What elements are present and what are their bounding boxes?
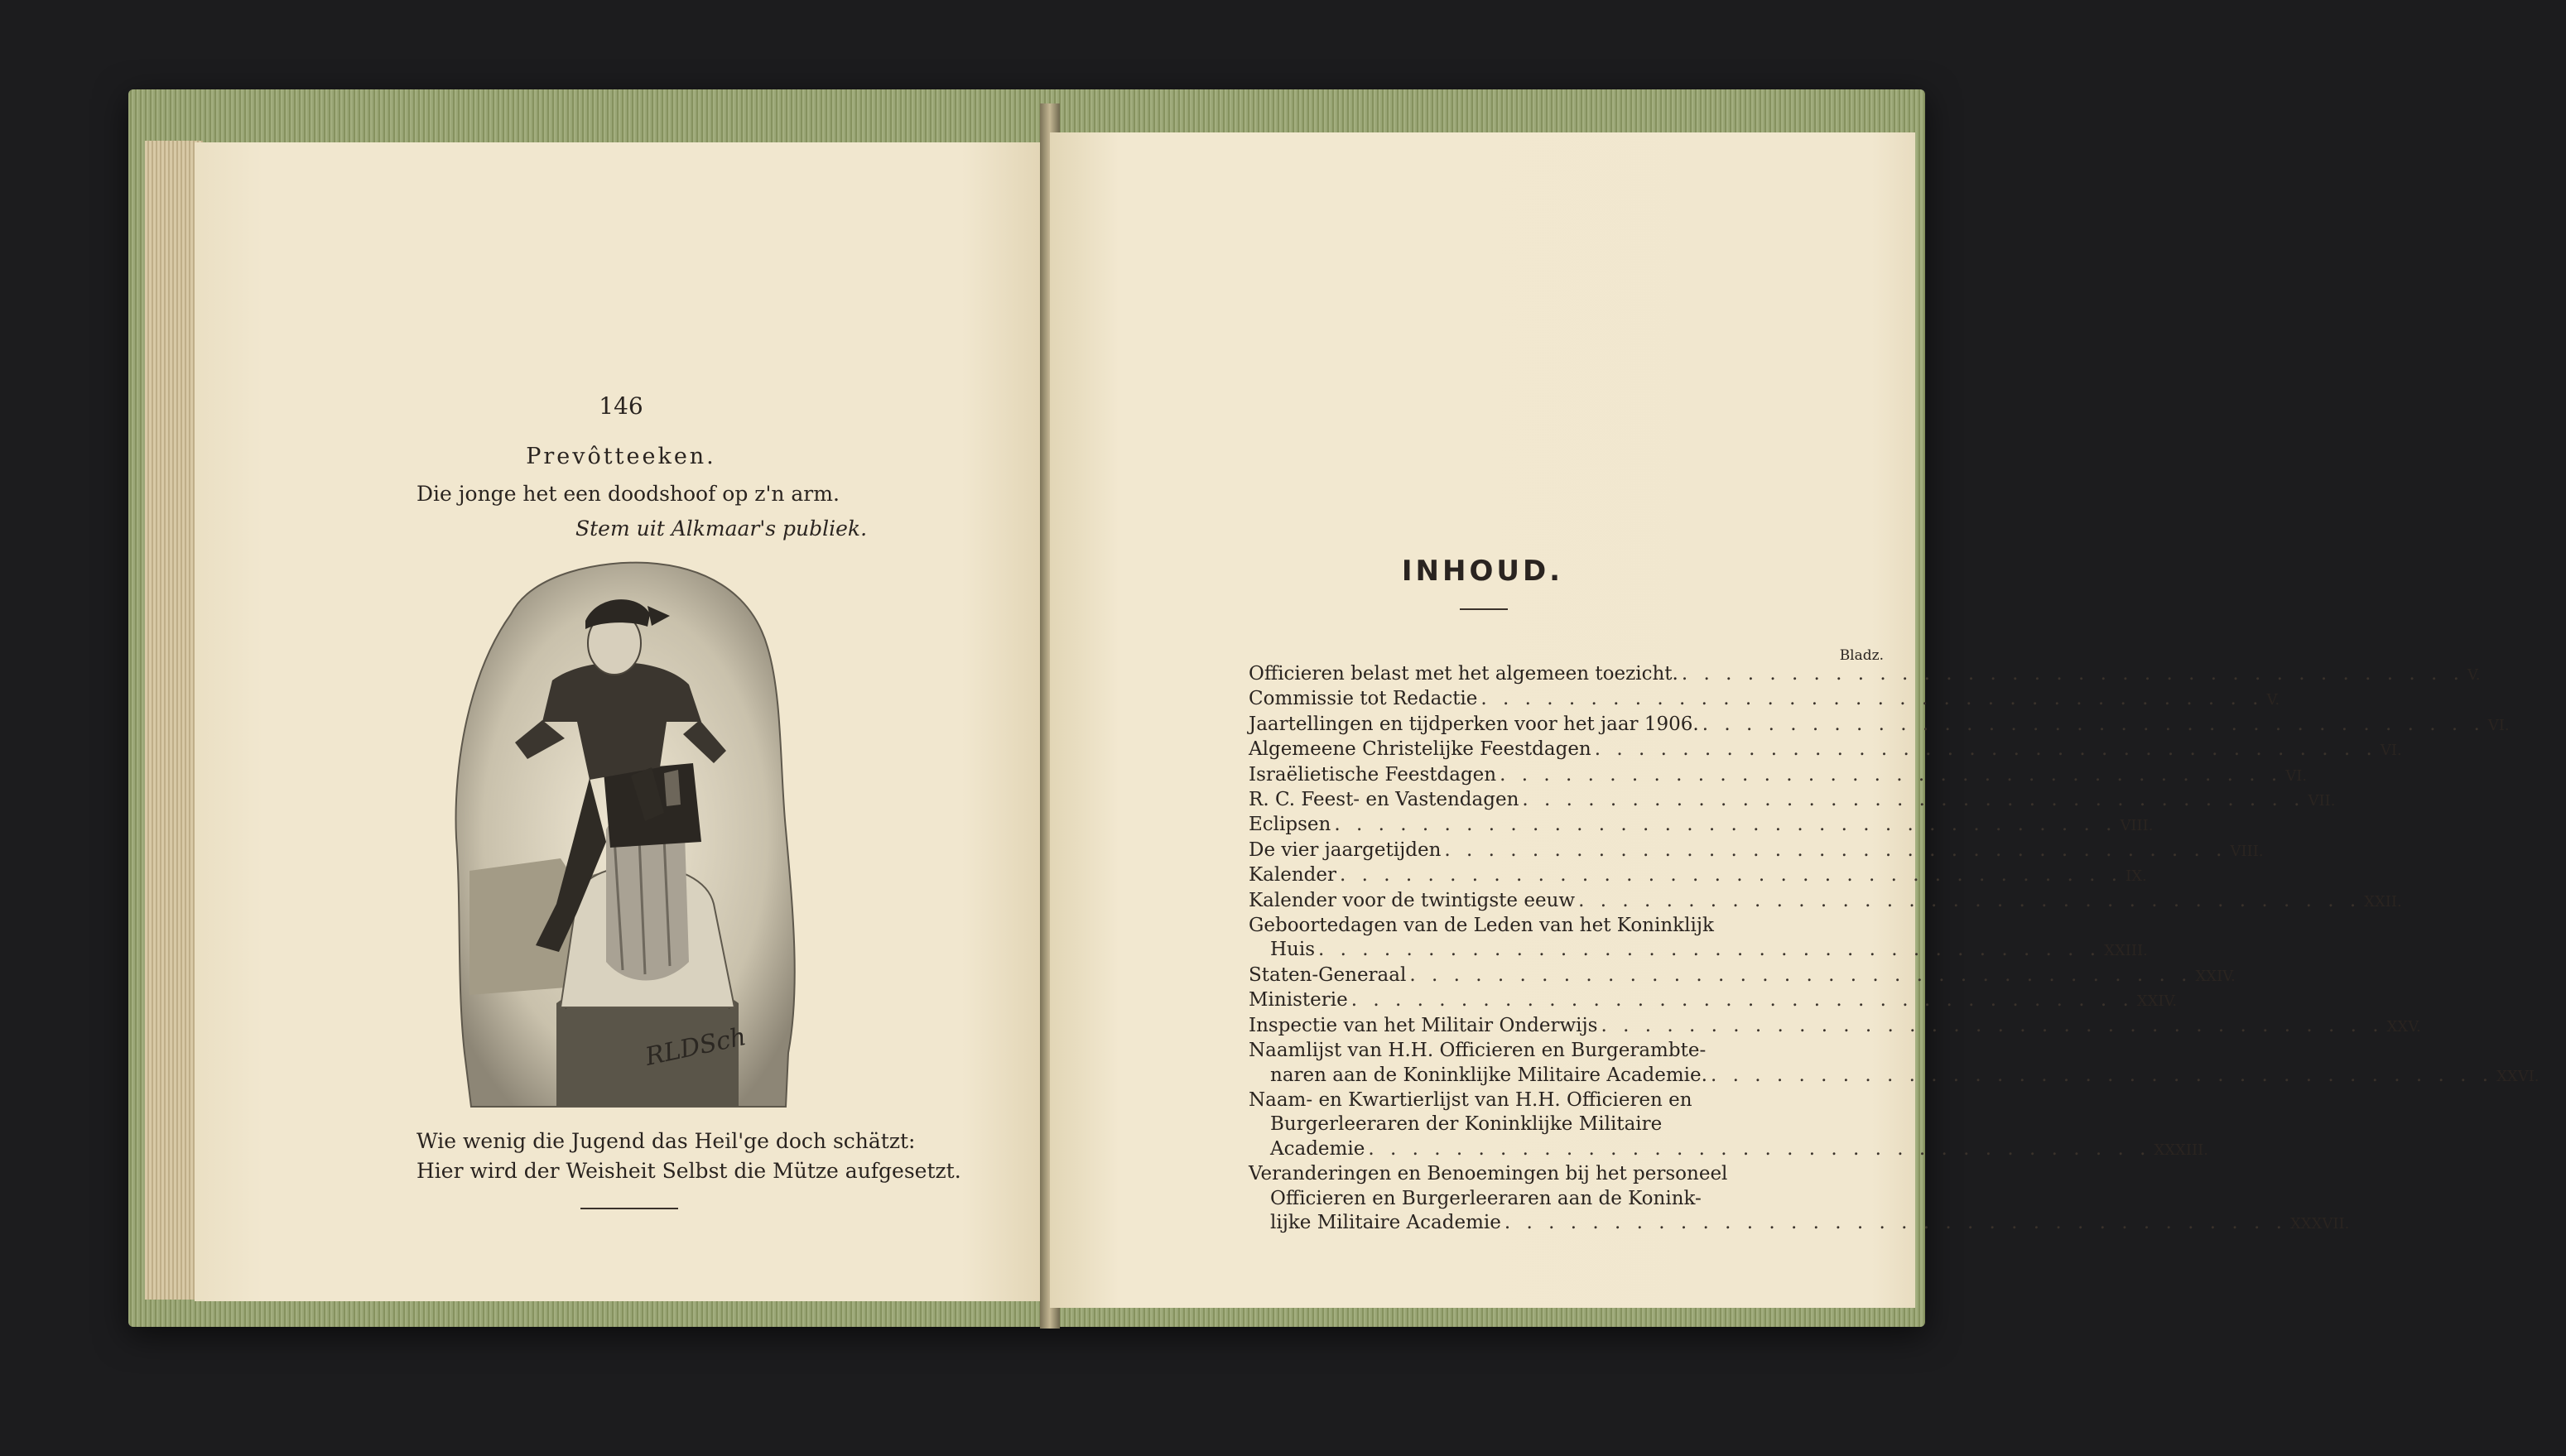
toc-entry-title: Officieren en Burgerleeraren aan de Konink-: [1270, 1187, 1702, 1209]
toc-leader-dots: . . . . . . . . . . . . . . . . . . . . . . . . . . . . . . . . . . . .: [1318, 939, 2101, 961]
page-column-header: Bladz.: [1839, 647, 1884, 664]
toc-leader-dots: . . . . . . . . . . . . . . . . . . . . . . . . . . . . . . . . . . . .: [1601, 1014, 2384, 1036]
title-rule: [1460, 608, 1508, 610]
toc-entry-title: Veranderingen en Benoemingen bij het personeel: [1249, 1163, 1728, 1185]
toc-entry: [1249, 738, 2402, 762]
toc-entry: [1249, 1211, 2350, 1236]
toc-page-number: XXIII.: [2104, 942, 2148, 960]
toc-entry: [1249, 863, 2147, 888]
toc-leader-dots: . . . . . . . . . . . . . . . . . . . . . . . . . . . . . . . . . . . .: [1594, 738, 2377, 761]
toc-leader-dots: . . . . . . . . . . . . . . . . . . . . . . . . . . . . . . . . . . . .: [1702, 713, 2485, 735]
toc-entry-title: Geboortedagen van de Leden van het Koninklijk: [1249, 915, 1714, 937]
toc-leader-dots: . . . . . . . . . . . . . . . . . . . . . . . . . . . . . . . . . . . .: [1409, 963, 2193, 986]
toc-leader-dots: . . . . . . . . . . . . . . . . . . . . . . . . . . . . . . . . . . . .: [1504, 1211, 2287, 1233]
toc-entry: [1249, 1112, 1878, 1136]
closing-rule: [580, 1208, 678, 1209]
toc-entry: [1249, 839, 2264, 863]
toc-entry: [1249, 687, 2280, 712]
toc-entry: [1249, 1039, 1878, 1063]
toc-page-number: V.: [2467, 666, 2481, 684]
left-page: [195, 142, 1047, 1301]
toc-entry-title: De vier jaargetijden: [1249, 839, 1442, 861]
toc-page-number: XXIV.: [2136, 992, 2178, 1011]
toc-entry-title: Burgerleeraren der Koninklijke Militaire: [1270, 1113, 1663, 1136]
illustration-signature: RLDSch: [643, 1021, 749, 1072]
toc-entry: [1249, 713, 2510, 738]
toc-leader-dots: . . . . . . . . . . . . . . . . . . . . . . . . . . . . . . . . . . . .: [1368, 1137, 2151, 1160]
toc-entry: [1249, 963, 2236, 988]
contents-title: INHOUD.: [1401, 555, 1564, 588]
toc-entry: [1249, 889, 2402, 914]
toc-page-number: XXIV.: [2195, 967, 2236, 985]
toc-leader-dots: . . . . . . . . . . . . . . . . . . . . . . . . . . . . . . . . . . . .: [1444, 839, 2227, 861]
toc-entry: [1249, 662, 2481, 687]
caricature-illustration: [453, 556, 801, 1111]
toc-entry-title: Ministerie: [1249, 989, 1348, 1012]
toc-entry-title: Officieren belast met het algemeen toezicht.: [1249, 663, 1678, 685]
toc-entry: [1249, 1187, 1878, 1211]
toc-entry-title: Algemeene Christelijke Feestdagen: [1249, 738, 1591, 761]
toc-entry: [1249, 988, 2178, 1013]
toc-leader-dots: . . . . . . . . . . . . . . . . . . . . . . . . . . . . . . . . . . . .: [1681, 663, 2464, 685]
toc-page-number: VI.: [2285, 766, 2308, 785]
toc-page-number: XXXVII.: [2289, 1214, 2350, 1233]
toc-entry-title: lijke Militaire Academie: [1270, 1211, 1501, 1233]
motto: Die jonge het een doodshoof op z'n arm.: [416, 482, 840, 506]
toc-entry-title: Kalender: [1249, 864, 1337, 887]
table-of-contents: [1249, 662, 2540, 1236]
toc-page-number: V.: [2266, 691, 2280, 709]
right-page: [1050, 132, 2540, 1308]
toc-entry-title: Israëlietische Feestdagen: [1249, 763, 1497, 786]
toc-entry-title: naren aan de Koninklijke Militaire Academie.: [1270, 1064, 1707, 1086]
toc-leader-dots: . . . . . . . . . . . . . . . . . . . . . . . . . . . . . . . . . . . .: [1480, 688, 2264, 710]
toc-page-number: XXII.: [2364, 892, 2402, 911]
motto-source: Stem uit Alkmaar's publiek.: [575, 517, 868, 541]
toc-entry: [1249, 813, 2154, 838]
toc-entry: [1249, 1014, 2421, 1039]
toc-leader-dots: . . . . . . . . . . . . . . . . . . . . . . . . . . . . . . . . . . . .: [1350, 989, 2134, 1012]
toc-entry-title: Commissie tot Redactie: [1249, 688, 1478, 710]
toc-entry-title: Eclipsen: [1249, 814, 1331, 836]
toc-entry-title: Huis: [1270, 939, 1316, 961]
toc-entry-title: Jaartellingen en tijdperken voor het jaar 1906.: [1249, 713, 1699, 735]
toc-entry: [1249, 788, 2336, 813]
toc-entry-title: Inspectie van het Militair Onderwijs: [1249, 1014, 1598, 1036]
page-number: 146: [599, 392, 643, 420]
toc-leader-dots: . . . . . . . . . . . . . . . . . . . . . . . . . . . . . . . . . . . .: [1710, 1064, 2494, 1086]
toc-entry-title: Naam- en Kwartierlijst van H.H. Officieren en: [1249, 1088, 1692, 1111]
toc-page-number: XXV.: [2386, 1017, 2421, 1036]
toc-entry: [1249, 1064, 2540, 1088]
toc-entry: [1249, 763, 2308, 788]
toc-leader-dots: . . . . . . . . . . . . . . . . . . . . . . . . . . . . . . . . . . . .: [1340, 864, 2123, 887]
toc-entry: [1249, 1088, 1878, 1112]
toc-page-number: VIII.: [2230, 842, 2264, 860]
toc-leader-dots: . . . . . . . . . . . . . . . . . . . . . . . . . . . . . . . . . . . .: [1522, 789, 2305, 811]
toc-entry: [1249, 1162, 1878, 1186]
toc-page-number: VII.: [2308, 792, 2336, 810]
toc-entry-title: Kalender voor de twintigste eeuw: [1249, 889, 1576, 911]
toc-page-number: VI.: [2487, 716, 2510, 734]
verse-line-2: Hier wird der Weisheit Selbst die Mütze aufgesetzt.: [416, 1159, 961, 1183]
toc-leader-dots: . . . . . . . . . . . . . . . . . . . . . . . . . . . . . . . . . . . .: [1334, 814, 2117, 836]
toc-page-number: VIII.: [2120, 817, 2154, 835]
section-title: Prevôtteeken.: [526, 444, 716, 469]
toc-entry-title: Naamlijst van H.H. Officieren en Burgerambte-: [1249, 1040, 1707, 1062]
toc-leader-dots: . . . . . . . . . . . . . . . . . . . . . . . . . . . . . . . . . . . .: [1578, 889, 2361, 911]
toc-leader-dots: . . . . . . . . . . . . . . . . . . . . . . . . . . . . . . . . . . . .: [1500, 763, 2283, 786]
toc-entry-title: R. C. Feest- en Vastendagen: [1249, 789, 1519, 811]
toc-page-number: VI.: [2380, 742, 2402, 760]
toc-page-number: IX.: [2125, 867, 2147, 886]
toc-page-number: XXXIII.: [2154, 1141, 2208, 1159]
verse-line-1: Wie wenig die Jugend das Heil'ge doch schätzt:: [416, 1129, 916, 1153]
toc-entry-title: Staten-Generaal: [1249, 963, 1407, 986]
toc-page-number: XXVI.: [2496, 1067, 2540, 1085]
toc-entry: [1249, 938, 2148, 963]
toc-entry: [1249, 1137, 2208, 1162]
toc-entry: [1249, 914, 1878, 938]
toc-entry-title: Academie: [1270, 1137, 1365, 1160]
